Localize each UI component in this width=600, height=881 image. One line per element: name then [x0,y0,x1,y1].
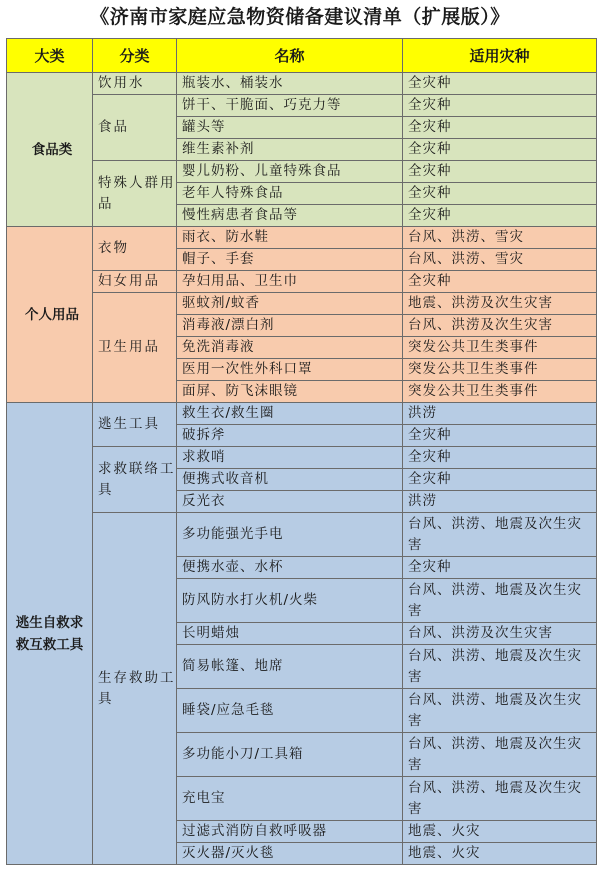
subcategory-cell: 饮用水 [93,73,177,95]
item-name-cell: 饼干、干脆面、巧克力等 [177,95,403,117]
disaster-cell: 全灾种 [403,205,597,227]
disaster-cell: 台风、洪涝、地震及次生灾害 [403,645,597,689]
item-name-cell: 求救哨 [177,447,403,469]
category-cell: 个人用品 [7,227,93,403]
header-row [7,39,597,73]
disaster-cell: 台风、洪涝、地震及次生灾害 [403,777,597,821]
item-name-cell: 慢性病患者食品等 [177,205,403,227]
subcategory-cell: 衣物 [93,227,177,271]
disaster-cell: 突发公共卫生类事件 [403,381,597,403]
subcategory-cell: 特殊人群用品 [93,161,177,227]
item-name-cell: 防风防水打火机/火柴 [177,579,403,623]
item-name-cell: 医用一次性外科口罩 [177,359,403,381]
disaster-cell: 全灾种 [403,183,597,205]
item-name-cell: 孕妇用品、卫生巾 [177,271,403,293]
disaster-cell: 全灾种 [403,139,597,161]
table-row [7,447,597,469]
disaster-cell: 全灾种 [403,469,597,491]
disaster-cell: 全灾种 [403,95,597,117]
item-name-cell: 长明蜡烛 [177,623,403,645]
item-name-cell: 便携式收音机 [177,469,403,491]
subcategory-cell: 卫生用品 [93,293,177,403]
item-name-cell: 雨衣、防水鞋 [177,227,403,249]
supply-table [6,38,597,865]
subcategory-cell: 妇女用品 [93,271,177,293]
header-subcategory: 分类 [93,39,177,73]
disaster-cell: 台风、洪涝、地震及次生灾害 [403,579,597,623]
disaster-cell: 地震、火灾 [403,843,597,865]
disaster-cell: 洪涝 [403,403,597,425]
subcategory-cell: 食品 [93,95,177,161]
item-name-cell: 维生素补剂 [177,139,403,161]
item-name-cell: 便携水壶、水杯 [177,557,403,579]
item-name-cell: 婴儿奶粉、儿童特殊食品 [177,161,403,183]
disaster-cell: 台风、洪涝及次生灾害 [403,315,597,337]
item-name-cell: 充电宝 [177,777,403,821]
disaster-cell: 台风、洪涝、雪灾 [403,249,597,271]
disaster-cell: 全灾种 [403,425,597,447]
item-name-cell: 帽子、手套 [177,249,403,271]
table-row [7,513,597,557]
page-title: 《济南市家庭应急物资储备建议清单（扩展版）》 [90,6,510,28]
subcategory-cell: 生存救助工具 [93,513,177,865]
disaster-cell: 洪涝 [403,491,597,513]
disaster-cell: 台风、洪涝、地震及次生灾害 [403,689,597,733]
item-name-cell: 多功能小刀/工具箱 [177,733,403,777]
disaster-cell: 台风、洪涝、雪灾 [403,227,597,249]
table-row [7,95,597,117]
item-name-cell: 过滤式消防自救呼吸器 [177,821,403,843]
item-name-cell: 反光衣 [177,491,403,513]
item-name-cell: 灭火器/灭火毯 [177,843,403,865]
item-name-cell: 瓶装水、桶装水 [177,73,403,95]
table-body [7,73,597,865]
disaster-cell: 全灾种 [403,117,597,139]
item-name-cell: 多功能强光手电 [177,513,403,557]
subcategory-cell: 求救联络工具 [93,447,177,513]
disaster-cell: 地震、火灾 [403,821,597,843]
category-cell: 食品类 [7,73,93,227]
category-cell: 逃生自救求救互救工具 [7,403,93,865]
item-name-cell: 破拆斧 [177,425,403,447]
table-row [7,227,597,249]
item-name-cell: 免洗消毒液 [177,337,403,359]
header-category: 大类 [7,39,93,73]
disaster-cell: 台风、洪涝、地震及次生灾害 [403,513,597,557]
table-row [7,293,597,315]
item-name-cell: 面屏、防飞沫眼镜 [177,381,403,403]
disaster-cell: 全灾种 [403,557,597,579]
table-row [7,161,597,183]
header-name: 名称 [177,39,403,73]
table-row [7,403,597,425]
item-name-cell: 罐头等 [177,117,403,139]
header-disaster: 适用灾种 [403,39,597,73]
item-name-cell: 简易帐篷、地席 [177,645,403,689]
item-name-cell: 救生衣/救生圈 [177,403,403,425]
item-name-cell: 消毒液/漂白剂 [177,315,403,337]
subcategory-cell: 逃生工具 [93,403,177,447]
disaster-cell: 台风、洪涝、地震及次生灾害 [403,733,597,777]
disaster-cell: 全灾种 [403,161,597,183]
disaster-cell: 突发公共卫生类事件 [403,337,597,359]
disaster-cell: 突发公共卫生类事件 [403,359,597,381]
item-name-cell: 驱蚊剂/蚊香 [177,293,403,315]
table-row [7,73,597,95]
disaster-cell: 全灾种 [403,447,597,469]
disaster-cell: 全灾种 [403,271,597,293]
item-name-cell: 睡袋/应急毛毯 [177,689,403,733]
disaster-cell: 台风、洪涝及次生灾害 [403,623,597,645]
disaster-cell: 全灾种 [403,73,597,95]
disaster-cell: 地震、洪涝及次生灾害 [403,293,597,315]
table-row [7,271,597,293]
item-name-cell: 老年人特殊食品 [177,183,403,205]
